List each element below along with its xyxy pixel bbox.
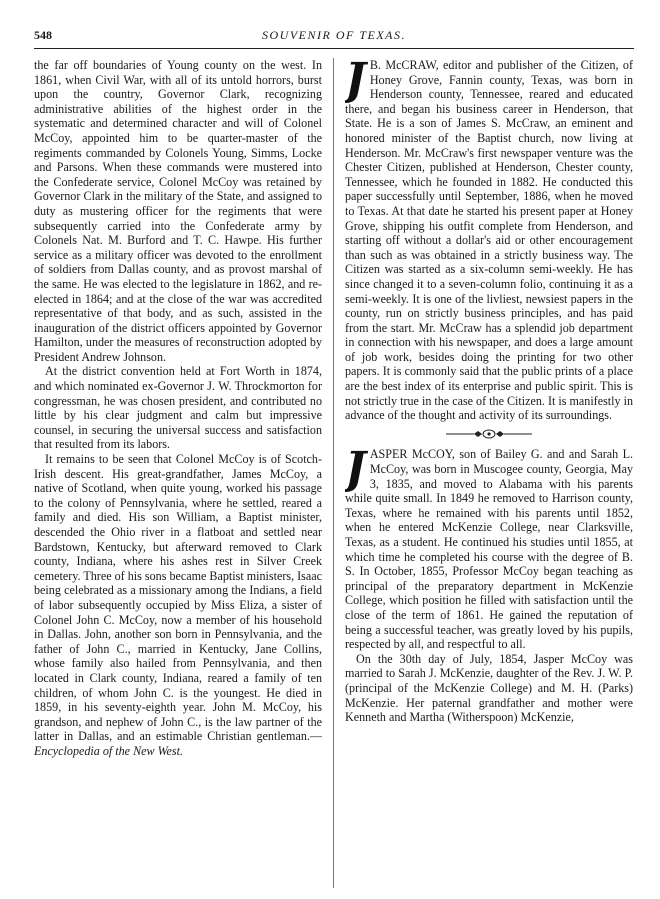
- biography-mccraw: [345, 58, 633, 423]
- paragraph: At the district convention held at Fort Worth in 1874, and which nominated ex-Governor J. W. Throckmorton for congressman, he was chosen president, and contributed no little by his clear judgment and calm but impressive counsel, in securing the universal success and satisfaction that resulted from its labors.: [34, 364, 322, 452]
- paragraph-text: It remains to be seen that Colonel McCoy is of Scotch-Irish descent. His great-grandfather, James McCoy, a native of Scotland, when quite young, worked his passage to the colony of Pennsylvania, where he settled, reared a family and died. His son William, a Baptist minister, descended the Ohio river in a flatboat and settled near Bardstown, Kentucky, but afterward removed to Clark county, Indiana, where his ashes rest in Silver Creek cemetery. Three of his sons became Baptist ministers, Isaac being celebrated as a missionary among the Indians, a field of labor subsequently occupied by Miss Eliza, a sister of Colonel John C. McCoy, now a member of his household in Dallas. John, another son born in Pennsylvania, and the father of John C., married in Kentucky, Jane Collins, whose family also hailed from Pennsylvania, and then located in Clark county, Indiana, reared a family of ten children, of whom John C. is the youngest. He died in 1859, in his seventy-eighth year. John M. McCoy, his grandson, and nephew of John C., is the law partner of the latter in Dallas, and an estimable Christian gentleman.—: [34, 452, 322, 744]
- drop-cap: J: [345, 58, 366, 105]
- running-head: SOUVENIR OF TEXAS.: [262, 28, 406, 42]
- paragraph-text: B. McCRAW, editor and publisher of the Citizen, of Honey Grove, Fannin county, Texas, was born in Henderson county, Tennessee, reared and educated there, and began his business career in Henderson, that State. He is a son of James S. McCraw, an eminent and honored minister of the Baptist church, now living at Henderson. Mr. McCraw's first newspaper venture was the Chester Citizen, published at Henderson, Chester county, Tennessee, which he founded in 1882. He conducted this paper successfully until September, 1886, when he moved to Texas. At that date he started his present paper at Honey Grove, shipping his outfit complete from Henderson, and starting off without a dollar's aid or other encouragement than such as was obtained in a strictly business way. The Citizen was started as a six-column semi-weekly. He has since changed it to a seven-column folio, continuing it as a semi-weekly. It is one of the livliest, newsiest papers in the county, run on strictly business principles, and has paid from the start. Mr. McCraw has a splendid job department in connection with his newspaper, and does a large amount of job work, besides doing the printing for two other papers. It is commonly said that the public prints of a place are the best index of its enterprise and public spirit. This is not strictly true in the case of the Citizen. It is manifestly in advance of the thought and activity of its surroundings.: [345, 58, 633, 423]
- biography-jasper-mccoy: [345, 443, 633, 652]
- left-column: [34, 58, 322, 888]
- column-divider: [333, 58, 334, 888]
- paragraph: On the 30th day of July, 1854, Jasper McCoy was married to Sarah J. McKenzie, daughter of the Rev. J. W. P. (principal of the McKenzie College) and M. H. (Parks) McKenzie. Her paternal grandfather and mother were Kenneth and Martha (Witherspoon) McKenzie,: [345, 651, 633, 725]
- section-ornament: [345, 427, 633, 442]
- page-header: [34, 28, 634, 48]
- header-rule: [34, 48, 634, 49]
- paragraph-text: ASPER McCOY, son of Bailey G. and and Sarah L. McCoy, was born in Muscogee county, Georgia, May 3, 1835, and moved to Alabama with his parents while quite small. In 1849 he removed to Harrison county, Texas, where he remained with his parents until 1852, when he entered McKenzie College, near Clarksville, Texas, as a student. He continued his studies until 1855, at which time he completed his course with the degree of B. S. In October, 1855, Professor McCoy began teaching as principal of the preparatory department in McKenzie College, which position he filled with satisfaction until the close of the term of 1861. He gained the reputation of being a successful teacher, was greatly loved by his pupils, respected by all, and respectful to all.: [345, 447, 633, 652]
- page-number: 548: [34, 28, 52, 42]
- paragraph: [34, 452, 322, 758]
- ornament-flourish-icon: [444, 429, 534, 439]
- source-citation: Encyclopedia of the New West.: [34, 743, 184, 758]
- paragraph: the far off boundaries of Young county on the west. In 1861, when Civil War, with all of its untold horrors, burst upon the country, Governor Clark, recognizing administrative abilities of the highest order in the systematic and determined character and will of Colonel McCoy, appointed him to be quarter-master of the regiments commanded by Colonels Young, Simms, Locke and Parsons. When these commands were mustered into the Confederate service, Colonel McCoy was retained by Governor Clark in the military of the State, and assigned to duty as mustering officer for the regiments that were subsequently carried into the Confederate army by Colonels Nat. M. Burford and T. C. Hawpe. His further service as a military officer was devoted to the enrollment of soldiers from Dallas county, and as provost marshal of the same. He was elected to the legislature in 1862, and re-elected in 1864; and at the close of the war was accredited representative of that body, and as such, assisted in the inauguration of the district officers appointed by Governor Hamilton, under the measures of reconstruction adopted by President Andrew Johnson.: [34, 58, 322, 364]
- drop-cap: J: [345, 443, 366, 495]
- right-column: [345, 58, 633, 888]
